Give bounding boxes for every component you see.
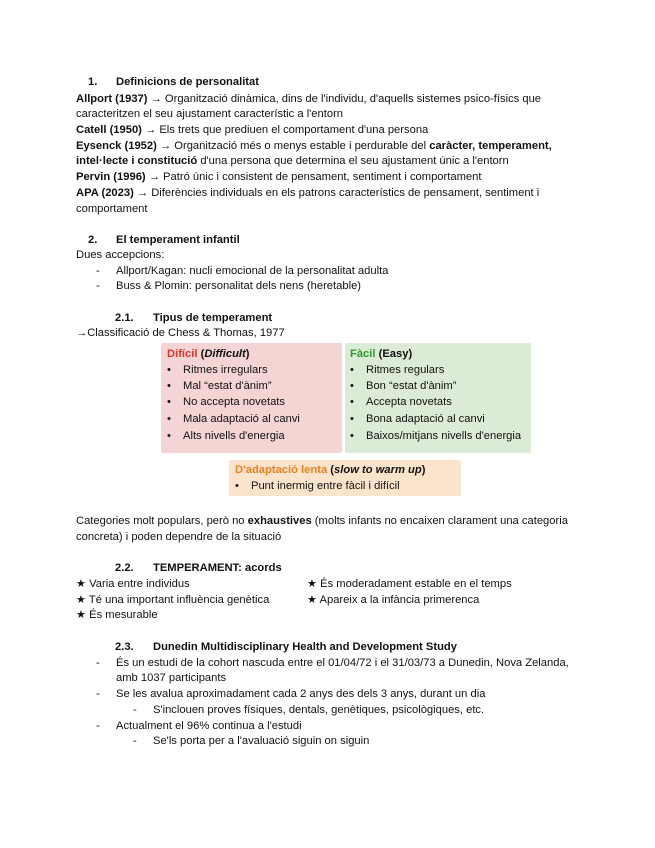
section-1-number: 1. bbox=[88, 76, 98, 88]
categories-note-cont: concreta) i poden dependre de la situació bbox=[76, 531, 282, 543]
difficult-heading: Difícil (Difficult) bbox=[167, 348, 250, 360]
section-1-title: Definicions de personalitat bbox=[116, 76, 259, 88]
definition-pervin bbox=[76, 170, 481, 185]
easy-temperament-box bbox=[345, 343, 531, 453]
sub-list-item: - S'inclouen proves físiques, dentals, genètiques, psicològiques, etc. bbox=[133, 704, 485, 716]
section-2-number: 2. bbox=[88, 234, 98, 246]
list-item-cont: amb 1037 participants bbox=[116, 672, 227, 684]
definition-emphasis: caràcter, temperament, bbox=[429, 140, 552, 152]
slow-temperament-box bbox=[229, 460, 461, 496]
definition-catell bbox=[76, 123, 428, 138]
section-2-3-heading bbox=[115, 640, 457, 655]
agreement-item: ★ És mesurable bbox=[76, 609, 158, 621]
difficult-temperament-box bbox=[161, 343, 342, 453]
section-1-heading bbox=[88, 75, 259, 90]
section-2-heading bbox=[88, 233, 240, 248]
list-item: • Mal “estat d'ànim” bbox=[167, 380, 272, 392]
list-item: • Ritmes irregulars bbox=[167, 364, 268, 376]
section-2-3-number: 2.3. bbox=[115, 641, 134, 653]
definition-author: Eysenck (1952) bbox=[76, 140, 157, 152]
agreement-item: ★ Té una important influència genètica bbox=[76, 594, 270, 606]
definition-emphasis: intel·lecte i constitució bbox=[76, 155, 198, 167]
list-item: • Bona adaptació al canvi bbox=[350, 413, 485, 425]
definition-author: Catell (1950) bbox=[76, 124, 142, 136]
list-item: - Buss & Plomin: personalitat dels nens (heretable) bbox=[96, 280, 362, 292]
section-2-2-title: TEMPERAMENT: acords bbox=[153, 562, 282, 574]
list-item: - Allport/Kagan: nucli emocional de la personalitat adulta bbox=[96, 265, 389, 277]
list-item: - Se les avalua aproximadament cada 2 anys des dels 3 anys, durant un dia bbox=[96, 688, 486, 700]
definition-text: → Organització dinàmica, dins de l'individu, d'aquells sistemes psico-físics que bbox=[147, 93, 542, 105]
section-2-2-number: 2.2. bbox=[115, 562, 134, 574]
list-item: • Accepta novetats bbox=[350, 396, 452, 408]
section-2-1-number: 2.1. bbox=[115, 312, 134, 324]
sub-list-item: - Se'ls porta per a l'avaluació siguin on siguin bbox=[133, 735, 370, 747]
agreement-item: ★ Varia entre individus bbox=[76, 578, 190, 590]
section-2-1-title: Tipus de temperament bbox=[153, 312, 273, 324]
definition-text: → Organització més o menys estable i perdurable del bbox=[156, 140, 430, 152]
agreement-item: ★ És moderadament estable en el temps bbox=[307, 578, 512, 590]
definition-text: d'una persona que determina el seu ajustament únic a l'entorn bbox=[197, 155, 509, 167]
definition-allport bbox=[76, 92, 541, 107]
classification-note: →Classificació de Chess & Thomas, 1977 bbox=[76, 327, 285, 339]
list-item: • Mala adaptació al canvi bbox=[167, 413, 300, 425]
easy-heading: Fàcil (Easy) bbox=[350, 348, 413, 360]
section-2-title: El temperament infantil bbox=[116, 234, 240, 246]
section-2-1-heading bbox=[115, 311, 272, 326]
definition-text: → Patró únic i consistent de pensament, sentiment i comportament bbox=[145, 171, 482, 183]
list-item: • Punt inermig entre fàcil i difícil bbox=[235, 480, 400, 492]
definition-author: Allport (1937) bbox=[76, 93, 148, 105]
section-2-2-heading bbox=[115, 561, 282, 576]
categories-note: Categories molt populars, però no exhaustives (molts infants no encaixen clarament una categoria bbox=[76, 515, 568, 527]
section-2-intro: Dues accepcions: bbox=[76, 249, 165, 261]
definition-eysenck bbox=[76, 139, 552, 154]
list-item: • No accepta novetats bbox=[167, 396, 285, 408]
list-item: - És un estudi de la cohort nascuda entre el 01/04/72 i el 31/03/73 a Dunedin, Nova Zelanda, bbox=[96, 657, 569, 669]
definition-text: → Els trets que prediuen el comportament d'una persona bbox=[141, 124, 429, 136]
definition-eysenck-cont bbox=[76, 154, 509, 169]
definition-author: APA (2023) bbox=[76, 187, 134, 199]
definition-allport-cont: caracteritzen el seu ajustament característic a l'entorn bbox=[76, 108, 344, 120]
definition-apa-cont: comportament bbox=[76, 203, 148, 215]
slow-heading: D'adaptació lenta (slow to warm up) bbox=[235, 464, 426, 476]
section-2-3-title: Dunedin Multidisciplinary Health and Development Study bbox=[153, 641, 457, 653]
definition-text: → Diferències individuals en els patrons característics de pensament, sentiment i bbox=[133, 187, 540, 199]
list-item: • Bon “estat d'ànim” bbox=[350, 380, 457, 392]
agreement-item: ★ Apareix a la infància primerenca bbox=[307, 594, 480, 606]
list-item: • Baixos/mitjans nivells d'energia bbox=[350, 430, 522, 442]
list-item: • Alts nivells d'energia bbox=[167, 430, 285, 442]
list-item: • Ritmes regulars bbox=[350, 364, 445, 376]
list-item: - Actualment el 96% continua a l'estudi bbox=[96, 720, 302, 732]
definition-author: Pervin (1996) bbox=[76, 171, 146, 183]
definition-apa bbox=[76, 186, 539, 201]
